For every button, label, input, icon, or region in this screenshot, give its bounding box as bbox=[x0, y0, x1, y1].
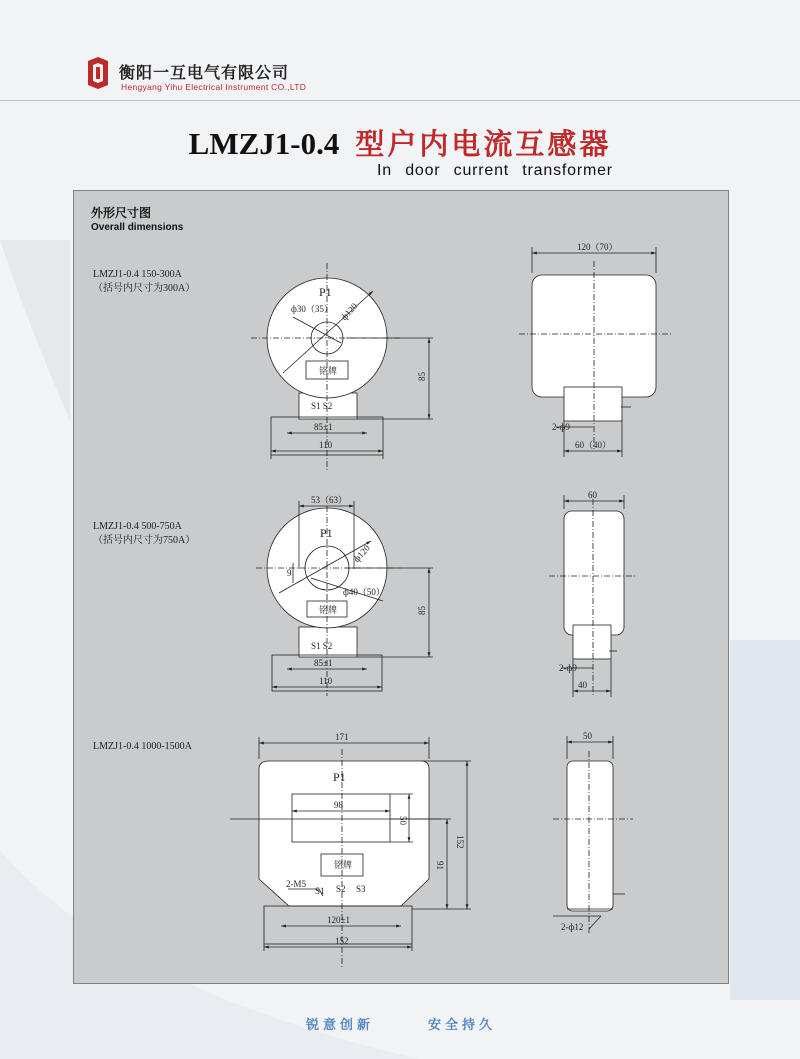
d2-terminals: S1 S2 bbox=[311, 641, 333, 651]
d3-width-120: 120±1 bbox=[327, 915, 350, 925]
drawing-3-front bbox=[230, 737, 471, 967]
d3-screw: 2-M5 bbox=[286, 879, 306, 889]
drawing-1-side bbox=[519, 247, 673, 457]
model-1-label: LMZJ1-0.4 150-300A bbox=[93, 269, 182, 280]
d3-s3: S3 bbox=[356, 884, 366, 894]
d1-nameplate: 铭牌 bbox=[319, 366, 338, 376]
model-2-note: （括号内尺寸为750A） bbox=[93, 535, 196, 546]
page-title bbox=[0, 122, 800, 163]
footer-slogan-left: 锐意创新 bbox=[306, 1018, 375, 1033]
company-name-cn: 衡阳一互电气有限公司 bbox=[119, 63, 290, 82]
d2-holes: 2-ф9 bbox=[559, 663, 577, 673]
d2-height: 85 bbox=[417, 606, 427, 615]
d1-holes: 2-ф9 bbox=[552, 422, 570, 432]
d2-p1: P1 bbox=[320, 526, 333, 540]
d1-p1: P1 bbox=[319, 285, 332, 299]
drawing-2-front bbox=[256, 501, 433, 696]
d3-height-152: 152 bbox=[455, 835, 465, 849]
section-heading-en: Overall dimensions bbox=[91, 222, 184, 233]
d1-inner-dia: ф30（35） bbox=[291, 304, 333, 314]
d3-height-91: 91 bbox=[435, 861, 445, 870]
d3-s1: S1 bbox=[315, 886, 325, 896]
d1-width-85: 85±1 bbox=[314, 422, 333, 432]
footer-slogan-right: 安全持久 bbox=[428, 1018, 497, 1033]
d2-outer-dia: ф120 bbox=[351, 542, 372, 564]
d3-slot-width: 98 bbox=[334, 800, 343, 810]
d3-nameplate: 铭牌 bbox=[334, 860, 353, 870]
d1-width-110: 110 bbox=[319, 440, 333, 450]
d2-top-width: 53（63） bbox=[311, 495, 348, 505]
d2-width-110: 110 bbox=[319, 676, 333, 686]
company-logo bbox=[84, 57, 112, 89]
model-1-note: （括号内尺寸为300A） bbox=[93, 283, 196, 294]
title-name-en: In door current transformer bbox=[377, 162, 613, 179]
d1-height: 85 bbox=[417, 372, 427, 381]
d3-s2: S2 bbox=[336, 884, 346, 894]
d1-outer-dia: ф120 bbox=[338, 300, 360, 323]
d2-base-width: 40 bbox=[578, 680, 587, 690]
section-heading-cn: 外形尺寸图 bbox=[91, 206, 152, 220]
title-name-cn: 型户内电流互感器 bbox=[355, 127, 612, 161]
d3-slot-height: 50 bbox=[398, 816, 408, 825]
company-name-en: Hengyang Yihu Electrical Instrument CO.,LTD bbox=[121, 82, 307, 92]
d2-width-85: 85±1 bbox=[314, 658, 333, 668]
d3-holes: 2-ф12 bbox=[561, 922, 584, 932]
d2-nine: 9 bbox=[287, 568, 292, 578]
drawing-3-side bbox=[553, 736, 633, 933]
d3-p1: P1 bbox=[333, 770, 346, 784]
d1-terminals: S1 S2 bbox=[311, 401, 333, 411]
header-divider bbox=[0, 100, 800, 101]
d1-base-width: 60（40） bbox=[575, 440, 612, 450]
d2-side-width: 60 bbox=[588, 490, 597, 500]
d3-width-152: 152 bbox=[335, 936, 349, 946]
model-2-label: LMZJ1-0.4 500-750A bbox=[93, 521, 182, 532]
d3-side-width: 50 bbox=[583, 731, 592, 741]
d2-inner-dia: ф40（50） bbox=[343, 587, 385, 597]
title-model: LMZJ1-0.4 bbox=[188, 126, 340, 161]
dimension-drawing bbox=[74, 191, 730, 985]
drawing-1-front bbox=[251, 263, 433, 471]
d1-side-width: 120（70） bbox=[577, 242, 618, 252]
d2-nameplate: 铭牌 bbox=[319, 605, 338, 615]
d3-top-width: 171 bbox=[335, 732, 349, 742]
model-3-label: LMZJ1-0.4 1000-1500A bbox=[93, 741, 192, 752]
dimensions-panel bbox=[73, 190, 729, 984]
